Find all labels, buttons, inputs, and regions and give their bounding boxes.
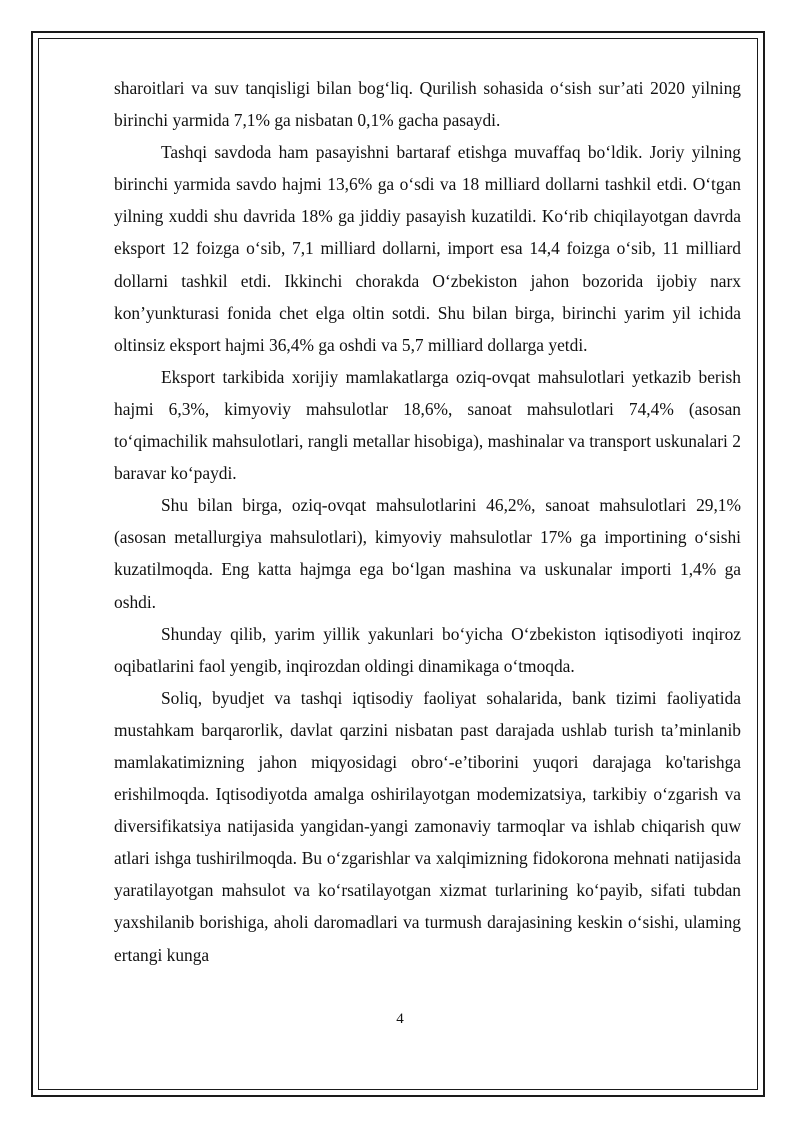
page-number: 4 <box>396 1011 404 1027</box>
paragraph-5: Shunday qilib, yarim yillik yakunlari bo‘yicha O‘zbekiston iqtisodiyoti inqiroz oqibatlarini faol yengib, inqirozdan oldingi dinamikaga o‘tmoqda. <box>114 623 741 676</box>
paragraph-1: sharoitlari va suv tanqisligi bilan bog‘liq. Qurilish sohasida o‘sish sur’ati 2020 yilning birinchi yarmida 7,1% ga nisbatan 0,1% gacha pasaydi. <box>114 78 741 131</box>
paragraph-6: Soliq, byudjet va tashqi iqtisodiy faoliyat sohalarida, bank tizimi faoliyatida mustahkam barqarorlik, davlat qarzini nisbatan past darajada ushlab turish ta’minlanib mamlakatimizning jahon miqyosidagi obro‘-e’tiborini yuqori darajaga ko'tarishga erishilmoqda. Iqtisodiyotda amalga oshirilayotgan modemizatsiya, tarkibiy o‘zgarish va diversifikatsiya natijasida yangidan-yangi zamonaviy tarmoqlar va ishlab chiqarish quw atlari ishga tushirilmoqda. Bu o‘zgarishlar va xalqimizning fidokorona mehnati natijasida yaratilayotgan mahsulot va ko‘rsatilayotgan xizmat turlarining ko‘payib, sifati tubdan yaxshilanib borishiga, aholi daromadlari va turmush darajasining keskin o‘sishi, ulaming ertangi kunga <box>114 687 741 965</box>
document-body <box>114 72 741 971</box>
paragraph-4: Shu bilan birga, oziq-ovqat mahsulotlarini 46,2%, sanoat mahsulotlari 29,1% (asosan metallurgiya mahsulotlari), kimyoviy mahsulotlar 17% ga importining o‘sishi kuzatilmoqda. Eng katta hajmga ega bo‘lgan mashina va uskunalar importi 1,4% ga oshdi. <box>114 495 741 612</box>
paragraph-3: Eksport tarkibida xorijiy mamlakatlarga oziq-ovqat mahsulotlari yetkazib berish hajmi 6,3%, kimyoviy mahsulotlar 18,6%, sanoat mahsulotlari 74,4% (asosan to‘qimachilik mahsulotlari, rangli metallar hisobiga), mashinalar va transport uskunalari 2 baravar ko‘paydi. <box>114 366 741 484</box>
paragraph-2: Tashqi savdoda ham pasayishni bartaraf etishga muvaffaq bo‘ldik. Joriy yilning birinchi yarmida savdo hajmi 13,6% ga o‘sdi va 18 milliard dollarni tashkil etdi. O‘tgan yilning xuddi shu davrida 18% ga jiddiy pasayish kuzatildi. Ko‘rib chiqilayotgan davrda eksport 12 foizga o‘sib, 7,1 milliard dollarni, import esa 14,4 foizga o‘sib, 11 milliard dollarni tashkil etdi. Ikkinchi chorakda O‘zbekiston jahon bozorida ijobiy narx kon’yunkturasi fonida chet elga oltin sotdi. Shu bilan birga, birinchi yarim yil ichida oltinsiz eksport hajmi 36,4% ga oshdi va 5,7 milliard dollarga yetdi. <box>114 142 741 355</box>
